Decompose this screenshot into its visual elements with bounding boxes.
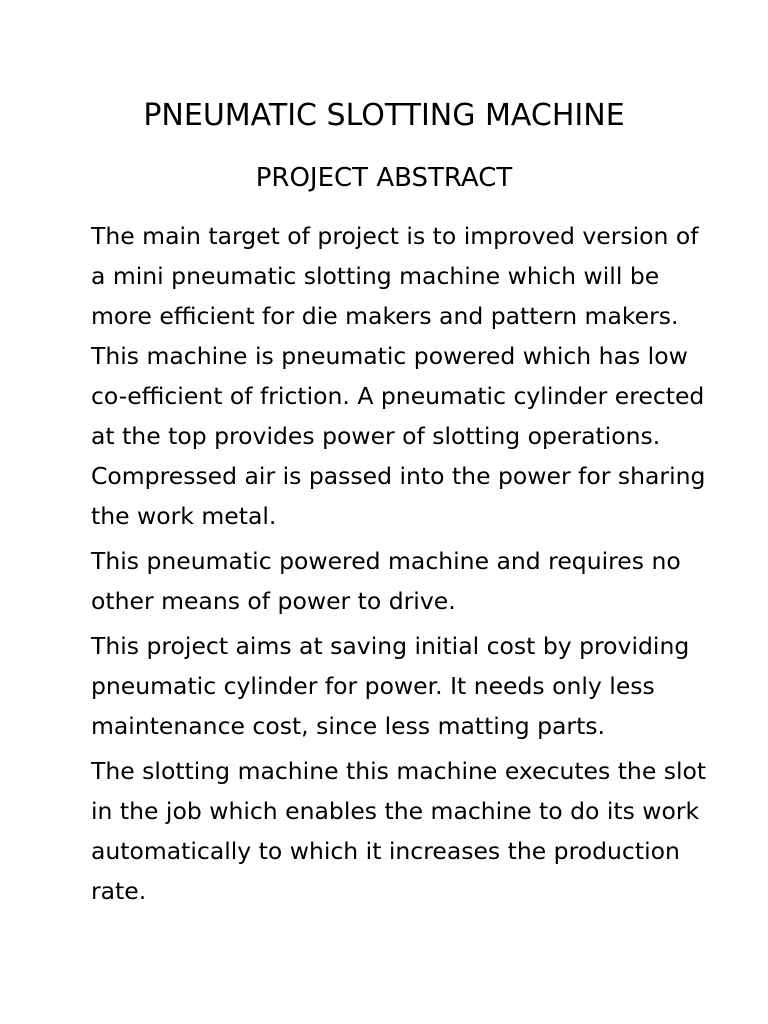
text-line: This pneumatic powered machine and requires no xyxy=(91,547,681,575)
text-line: This project aims at saving initial cost by providing xyxy=(91,632,690,660)
text-line: in the job which enables the machine to do its work xyxy=(91,797,700,825)
text-line: maintenance cost, since less matting parts. xyxy=(91,712,606,740)
text-line: This machine is pneumatic powered which has low xyxy=(91,342,688,370)
document-body xyxy=(91,216,707,916)
text-line: automatically to which it increases the production xyxy=(91,837,680,865)
text-line: rate. xyxy=(91,877,147,905)
text-line: more efficient for die makers and pattern makers. xyxy=(91,302,679,330)
paragraph-4 xyxy=(91,751,707,911)
text-line: a mini pneumatic slotting machine which will be xyxy=(91,262,660,290)
text-line: The main target of project is to improved version of xyxy=(91,222,699,250)
text-line: at the top provides power of slotting operations. xyxy=(91,422,661,450)
paragraph-1 xyxy=(91,216,706,536)
paragraph-3 xyxy=(91,626,691,746)
page-title: PNEUMATIC SLOTTING MACHINE xyxy=(143,98,625,133)
text-line: co-efficient of friction. A pneumatic cylinder erected xyxy=(91,382,705,410)
page-subtitle: PROJECT ABSTRACT xyxy=(255,163,513,193)
paragraph-2 xyxy=(91,541,691,621)
text-line: pneumatic cylinder for power. It needs only less xyxy=(91,672,655,700)
text-line: other means of power to drive. xyxy=(91,587,456,615)
text-line: the work metal. xyxy=(91,502,277,530)
text-line: Compressed air is passed into the power for sharing xyxy=(91,462,706,490)
text-line: The slotting machine this machine executes the slot xyxy=(91,757,707,785)
